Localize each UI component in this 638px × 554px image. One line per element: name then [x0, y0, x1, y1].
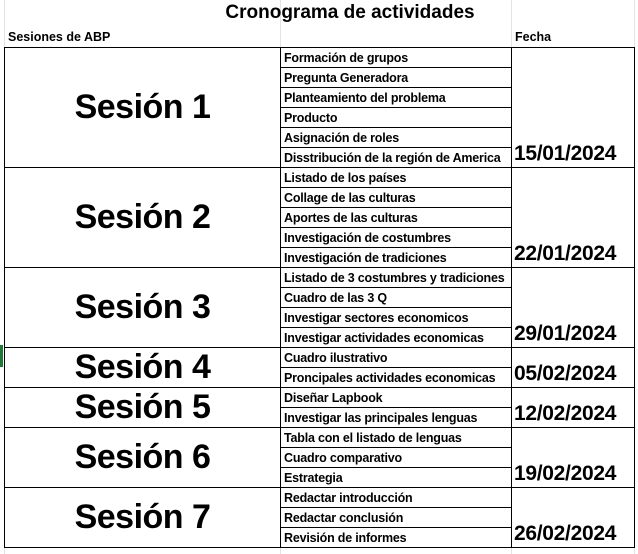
activity-cell[interactable]: Proncipales actividades economicas: [281, 368, 512, 388]
activity-cell[interactable]: Investigar las principales lenguas: [281, 408, 512, 428]
session-cell[interactable]: Sesión 3: [5, 268, 281, 348]
date-cell[interactable]: 26/02/2024: [512, 488, 635, 548]
activity-cell[interactable]: Listado de 3 costumbres y tradiciones: [281, 268, 512, 288]
activity-cell[interactable]: Investigar sectores economicos: [281, 308, 512, 328]
activity-cell[interactable]: Listado de los países: [281, 168, 512, 188]
activity-cell[interactable]: Cuadro ilustrativo: [281, 348, 512, 368]
session-cell[interactable]: Sesión 1: [5, 48, 281, 168]
activity-cell[interactable]: Diseñar Lapbook: [281, 388, 512, 408]
session-cell[interactable]: Sesión 5: [5, 388, 281, 428]
activity-cell[interactable]: Cuadro de las 3 Q: [281, 288, 512, 308]
schedule-table: [4, 47, 635, 548]
header-sessions[interactable]: Sesiones de ABP: [8, 30, 111, 44]
activity-cell[interactable]: Redactar introducción: [281, 488, 512, 508]
activity-cell[interactable]: Aportes de las culturas: [281, 208, 512, 228]
table-row: [5, 268, 635, 288]
activity-cell[interactable]: Planteamiento del problema: [281, 88, 512, 108]
activity-cell[interactable]: Revisión de informes: [281, 528, 512, 548]
table-row: [5, 388, 635, 408]
activity-cell[interactable]: Estrategia: [281, 468, 512, 488]
activity-cell[interactable]: Disstribución de la región de America: [281, 148, 512, 168]
activity-cell[interactable]: Formación de grupos: [281, 48, 512, 68]
header-date[interactable]: Fecha: [515, 30, 552, 44]
activity-cell[interactable]: Asignación de roles: [281, 128, 512, 148]
date-cell[interactable]: 29/01/2024: [512, 268, 635, 348]
date-cell[interactable]: 19/02/2024: [512, 428, 635, 488]
activity-cell[interactable]: Cuadro comparativo: [281, 448, 512, 468]
table-row: [5, 168, 635, 188]
activity-cell[interactable]: Redactar conclusión: [281, 508, 512, 528]
activity-cell[interactable]: Tabla con el listado de lenguas: [281, 428, 512, 448]
selection-indicator: [0, 345, 3, 367]
activity-cell[interactable]: Investigación de costumbres: [281, 228, 512, 248]
activity-cell[interactable]: Investigación de tradiciones: [281, 248, 512, 268]
session-cell[interactable]: Sesión 2: [5, 168, 281, 268]
table-row: [5, 48, 635, 68]
date-cell[interactable]: 15/01/2024: [512, 48, 635, 168]
sheet-title[interactable]: Cronograma de actividades: [225, 2, 475, 23]
table-row: [5, 348, 635, 368]
date-cell[interactable]: 22/01/2024: [512, 168, 635, 268]
date-cell[interactable]: 12/02/2024: [512, 388, 635, 428]
activity-cell[interactable]: Producto: [281, 108, 512, 128]
table-row: [5, 428, 635, 448]
activity-cell[interactable]: Investigar actividades economicas: [281, 328, 512, 348]
activity-cell[interactable]: Collage de las culturas: [281, 188, 512, 208]
session-cell[interactable]: Sesión 4: [5, 348, 281, 388]
date-cell[interactable]: 05/02/2024: [512, 348, 635, 388]
table-row: [5, 488, 635, 508]
activity-cell[interactable]: Pregunta Generadora: [281, 68, 512, 88]
session-cell[interactable]: Sesión 6: [5, 428, 281, 488]
session-cell[interactable]: Sesión 7: [5, 488, 281, 548]
